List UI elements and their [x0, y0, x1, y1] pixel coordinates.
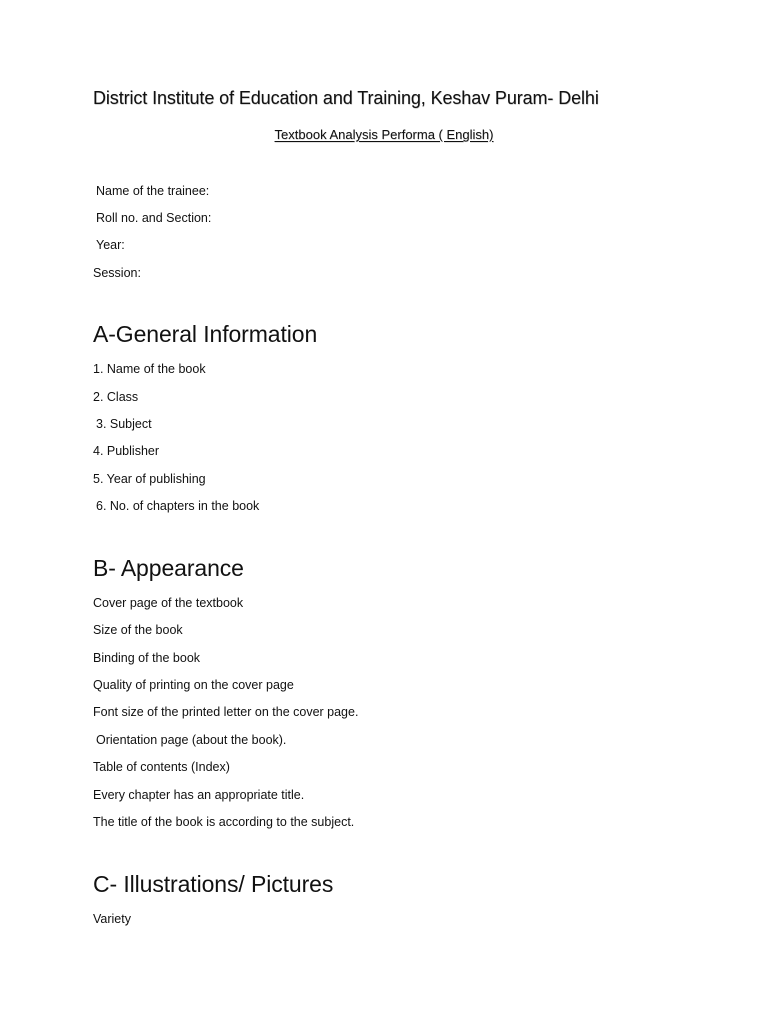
list-item: Orientation page (about the book).: [96, 733, 287, 747]
list-item: 5. Year of publishing: [93, 472, 206, 486]
section-heading-illustrations: C- Illustrations/ Pictures: [93, 871, 334, 897]
document-title: District Institute of Education and Training, Keshav Puram- Delhi: [93, 88, 599, 108]
list-item: 2. Class: [93, 390, 139, 404]
list-item: 4. Publisher: [93, 444, 160, 458]
list-item: 3. Subject: [96, 417, 152, 431]
list-item: Font size of the printed letter on the cover page.: [93, 705, 359, 719]
list-item: Binding of the book: [93, 651, 201, 665]
list-item: Every chapter has an appropriate title.: [93, 788, 305, 802]
list-item: Table of contents (Index): [93, 760, 230, 774]
section-heading-general-information: A-General Information: [93, 321, 318, 347]
list-item: Cover page of the textbook: [93, 596, 244, 610]
field-session: Session:: [93, 266, 141, 280]
field-roll-section: Roll no. and Section:: [96, 211, 212, 225]
field-trainee-name: Name of the trainee:: [96, 184, 210, 198]
list-item: Quality of printing on the cover page: [93, 678, 294, 692]
list-item: 1. Name of the book: [93, 362, 206, 376]
list-item: Size of the book: [93, 623, 183, 637]
section-heading-appearance: B- Appearance: [93, 555, 244, 581]
list-item: 6. No. of chapters in the book: [96, 499, 260, 513]
document-subtitle: Textbook Analysis Performa ( English): [274, 127, 494, 142]
field-year: Year:: [96, 238, 125, 252]
list-item: Variety: [93, 912, 131, 926]
list-item: The title of the book is according to the subject.: [93, 815, 355, 829]
